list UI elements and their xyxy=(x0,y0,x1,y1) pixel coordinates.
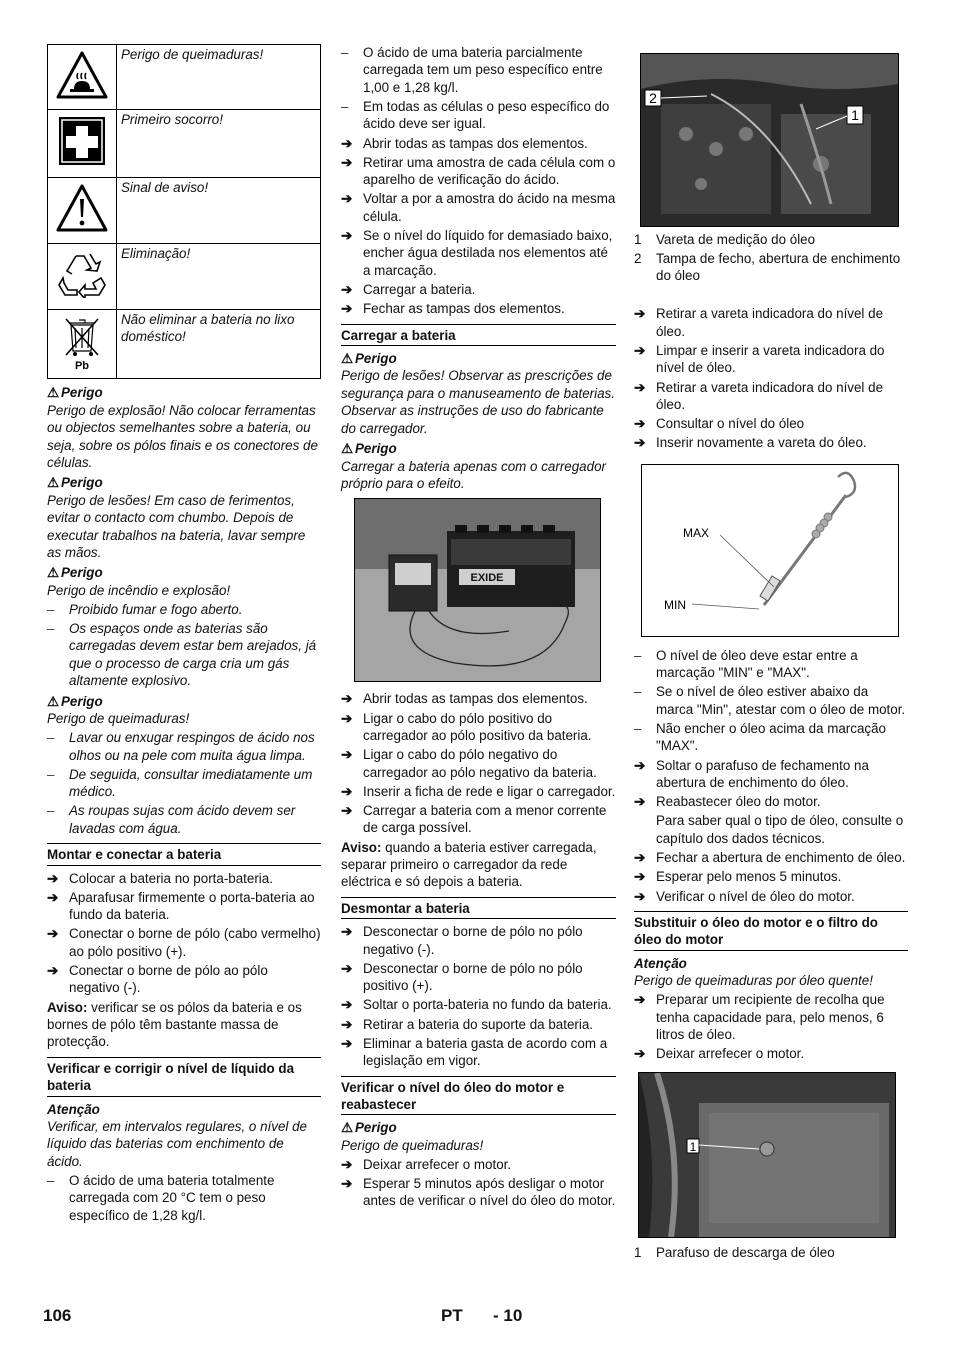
svg-text:Pb: Pb xyxy=(74,360,90,371)
danger-text: Perigo de queimaduras! xyxy=(341,1137,484,1153)
step-item: ➔ Fechar as tampas dos elementos. xyxy=(341,301,565,317)
symbol-text: Não eliminar a bateria no lixo doméstico! xyxy=(117,310,321,379)
danger-text: Perigo de explosão! Não colocar ferramentas ou objectos semelhantes sobre a bateria, ou seja, sobre os pólos finais e os conectores de células. xyxy=(47,402,318,471)
attention-text: Verificar, em intervalos regulares, o nível de líquido das baterias com enchimento de ácido. xyxy=(47,1119,307,1169)
list-item: – Não encher o óleo acima da marcação "MAX". xyxy=(634,721,887,754)
step-item: ➔ Preparar um recipiente de recolha que tenha capacidade para, pelo menos, 6 litros de óleo. xyxy=(634,992,885,1042)
warning-triangle-icon: ⚠ xyxy=(341,441,354,457)
step-item: ➔ Retirar a vareta indicadora do nível de óleo. xyxy=(634,306,884,339)
step-item: ➔ Deixar arrefecer o motor. xyxy=(341,1156,512,1172)
step-item: ➔ Inserir a ficha de rede e ligar o carregador. xyxy=(341,783,616,799)
legend-item: 2 Tampa de fecho, abertura de enchimento do óleo xyxy=(634,251,901,284)
list-item: – O ácido de uma bateria totalmente carregada com 20 °C tem o peso específico de 1,28 kg/l. xyxy=(47,1172,275,1223)
step-item: ➔ Retirar a vareta indicadora do nível de óleo. xyxy=(634,379,884,413)
language-code: PT xyxy=(441,1306,463,1325)
notice-text: Aviso: verificar se os pólos da bateria e os bornes de pólo têm bastante massa de protecção. xyxy=(47,999,302,1050)
step-item: ➔ Abrir todas as tampas dos elementos. xyxy=(341,691,588,707)
column-middle xyxy=(341,44,616,1212)
list-item: – As roupas sujas com ácido devem ser lavadas com água. xyxy=(47,803,296,836)
attention-heading: Atenção xyxy=(634,955,687,971)
list-item: – Lavar ou enxugar respingos de ácido nos olhos ou na pele com muita água limpa. xyxy=(47,730,315,763)
step-item: ➔ Carregar a bateria. xyxy=(341,282,476,298)
symbol-row xyxy=(48,244,321,310)
list-item: – Se o nível de óleo estiver abaixo da marca "Min", atestar com o óleo de motor. xyxy=(634,684,906,717)
oil-drain-photo xyxy=(638,1072,896,1238)
symbol-row xyxy=(48,178,321,244)
symbol-row xyxy=(48,310,321,379)
section-number: - 10 xyxy=(493,1306,523,1325)
engine-dipstick-photo xyxy=(640,53,899,227)
step-item: ➔ Desconectar o borne de pólo no pólo negativo (-). xyxy=(341,924,583,957)
warning-triangle-icon: ⚠ xyxy=(47,385,60,401)
notice-text: Aviso: quando a bateria estiver carregada, separar primeiro o carregador da rede eléctrica e só depois a bateria. xyxy=(341,839,597,890)
list-item: – De seguida, consultar imediatamente um médico. xyxy=(47,766,313,800)
step-item: ➔ Ligar o cabo do pólo negativo do carregador ao pólo negativo da bateria. xyxy=(341,747,597,780)
step-item: ➔ Soltar o porta-bateria no fundo da bateria. xyxy=(341,997,612,1013)
danger-text: Perigo de lesões! Observar as prescrições de segurança para o manuseamento de baterias. Observar as instruções de uso do fabricante do carregador. xyxy=(341,368,615,436)
step-item: ➔ Voltar a por a amostra do ácido na mesma célula. xyxy=(341,191,616,224)
step-item: ➔ Desconectar o borne de pólo no pólo positivo (+). xyxy=(341,960,583,994)
section-heading: Montar e conectar a bateria xyxy=(47,843,321,865)
legend-item: 1 Parafuso de descarga de óleo xyxy=(634,1244,835,1260)
step-item: ➔ Conectar o borne de pólo (cabo vermelho) ao pólo positivo (+). xyxy=(47,926,321,959)
warning-triangle-icon: ⚠ xyxy=(47,693,60,709)
section-heading: Verificar o nível do óleo do motor e reabastecer xyxy=(341,1076,616,1116)
symbol-text: Primeiro socorro! xyxy=(117,110,321,178)
svg-text:2: 2 xyxy=(649,90,657,106)
symbol-text: Eliminação! xyxy=(117,244,321,310)
step-item: ➔ Esperar pelo menos 5 minutos. xyxy=(634,869,842,885)
section-heading: Carregar a bateria xyxy=(341,324,616,346)
svg-text:MAX: MAX xyxy=(683,525,710,540)
step-item: ➔ Fechar a abertura de enchimento de óleo. xyxy=(634,850,906,866)
danger-text: Perigo de incêndio e explosão! xyxy=(47,582,231,598)
symbol-row xyxy=(48,45,321,110)
section-heading: Verificar e corrigir o nível de líquido da bateria xyxy=(47,1057,321,1097)
step-item: ➔ Reabastecer óleo do motor. xyxy=(634,794,821,810)
svg-text:1: 1 xyxy=(851,107,859,123)
list-item: – O ácido de uma bateria parcialmente carregada tem um peso específico entre 1,00 e 1,28 kg/l. xyxy=(341,45,603,95)
symbol-table xyxy=(47,44,321,379)
warning-triangle-icon: ⚠ xyxy=(47,565,60,581)
battery-charger-photo xyxy=(354,498,601,682)
legend-item: 1 Vareta de medição do óleo xyxy=(634,232,816,247)
attention-text: Perigo de queimaduras por óleo quente! xyxy=(634,973,873,989)
step-item: ➔ Deixar arrefecer o motor. xyxy=(634,1046,805,1062)
step-item: ➔ Se o nível do líquido for demasiado baixo, encher água destilada nos elementos até a marcação. xyxy=(341,228,613,278)
warning-triangle-icon: ⚠ xyxy=(47,475,60,491)
step-item: ➔ Consultar o nível do óleo xyxy=(634,416,805,432)
section-heading: Desmontar a bateria xyxy=(341,897,616,919)
danger-heading: ⚠ Perigo xyxy=(341,1120,397,1136)
symbol-text: Sinal de aviso! xyxy=(117,178,321,244)
danger-text: Perigo de queimaduras! xyxy=(47,711,190,727)
step-item: ➔ Carregar a bateria com a menor corrente de carga possível. xyxy=(341,802,607,836)
step-item: ➔ Limpar e inserir a vareta indicadora do nível de óleo. xyxy=(634,343,885,376)
list-item: – Os espaços onde as baterias são carregadas devem estar bem arejados, já que o processo de carga cria um gás altamente explosivo. xyxy=(47,621,317,689)
danger-heading: ⚠ Perigo xyxy=(47,475,103,491)
crossed-bin-pb-icon xyxy=(48,310,117,379)
step-item: ➔ Ligar o cabo do pólo positivo do carregador ao pólo positivo da bateria. xyxy=(341,710,592,743)
column-left xyxy=(47,44,321,1226)
svg-text:1: 1 xyxy=(689,1139,697,1154)
burn-hazard-icon xyxy=(48,45,117,110)
section-heading: Substituir o óleo do motor e o filtro do óleo do motor xyxy=(634,911,908,951)
step-item: ➔ Eliminar a bateria gasta de acordo com a legislação em vigor. xyxy=(341,1035,608,1069)
step-item: ➔ Retirar uma amostra de cada célula com o aparelho de verificação do ácido. xyxy=(341,154,616,188)
step-item: ➔ Conectar o borne de pólo ao pólo negativo (-). xyxy=(47,962,268,996)
svg-text:MIN: MIN xyxy=(664,597,686,612)
symbol-row xyxy=(48,110,321,178)
step-item: ➔ Inserir novamente a vareta do óleo. xyxy=(634,435,867,451)
step-item: ➔ Retirar a bateria do suporte da bateria. xyxy=(341,1016,594,1032)
list-item: – O nível de óleo deve estar entre a marcação "MIN" e "MAX". xyxy=(634,647,858,681)
recycle-icon xyxy=(48,244,117,310)
column-right xyxy=(634,44,908,1263)
danger-heading: ⚠ Perigo xyxy=(341,441,397,457)
warning-sign-icon xyxy=(48,178,117,244)
attention-heading: Atenção xyxy=(47,1101,100,1117)
warning-triangle-icon: ⚠ xyxy=(341,351,354,367)
step-item: ➔ Esperar 5 minutos após desligar o motor antes de verificar o nível do óleo do motor. xyxy=(341,1176,616,1209)
warning-triangle-icon: ⚠ xyxy=(341,1120,354,1136)
step-item: ➔ Aparafusar firmemente o porta-bateria ao fundo da bateria. xyxy=(47,889,315,923)
note-text: Para saber qual o tipo de óleo, consulte o capítulo dos dados técnicos. xyxy=(656,813,904,846)
svg-text:EXIDE: EXIDE xyxy=(470,572,504,585)
list-item: – Proibido fumar e fogo aberto. xyxy=(47,601,243,617)
step-item: ➔ Abrir todas as tampas dos elementos. xyxy=(341,135,588,151)
symbol-text: Perigo de queimaduras! xyxy=(117,45,321,110)
page-number: 106 xyxy=(43,1306,72,1325)
danger-heading: ⚠ Perigo xyxy=(341,351,397,367)
step-item: ➔ Colocar a bateria no porta-bateria. xyxy=(47,870,273,886)
dipstick-diagram xyxy=(641,464,899,637)
step-item: ➔ Verificar o nível de óleo do motor. xyxy=(634,888,855,904)
danger-text: Perigo de lesões! Em caso de ferimentos, evitar o contacto com chumbo. Depois de executar trabalhos na bateria, lavar sempre as mãos. xyxy=(47,492,306,561)
step-item: ➔ Soltar o parafuso de fechamento na abertura de enchimento do óleo. xyxy=(634,757,869,791)
danger-heading: ⚠ Perigo xyxy=(47,385,103,401)
danger-heading: ⚠ Perigo xyxy=(47,693,103,709)
danger-text: Carregar a bateria apenas com o carregador próprio para o efeito. xyxy=(341,458,606,491)
first-aid-icon xyxy=(48,110,117,178)
danger-heading: ⚠ Perigo xyxy=(47,565,103,581)
list-item: – Em todas as células o peso específico do ácido deve ser igual. xyxy=(341,99,610,132)
